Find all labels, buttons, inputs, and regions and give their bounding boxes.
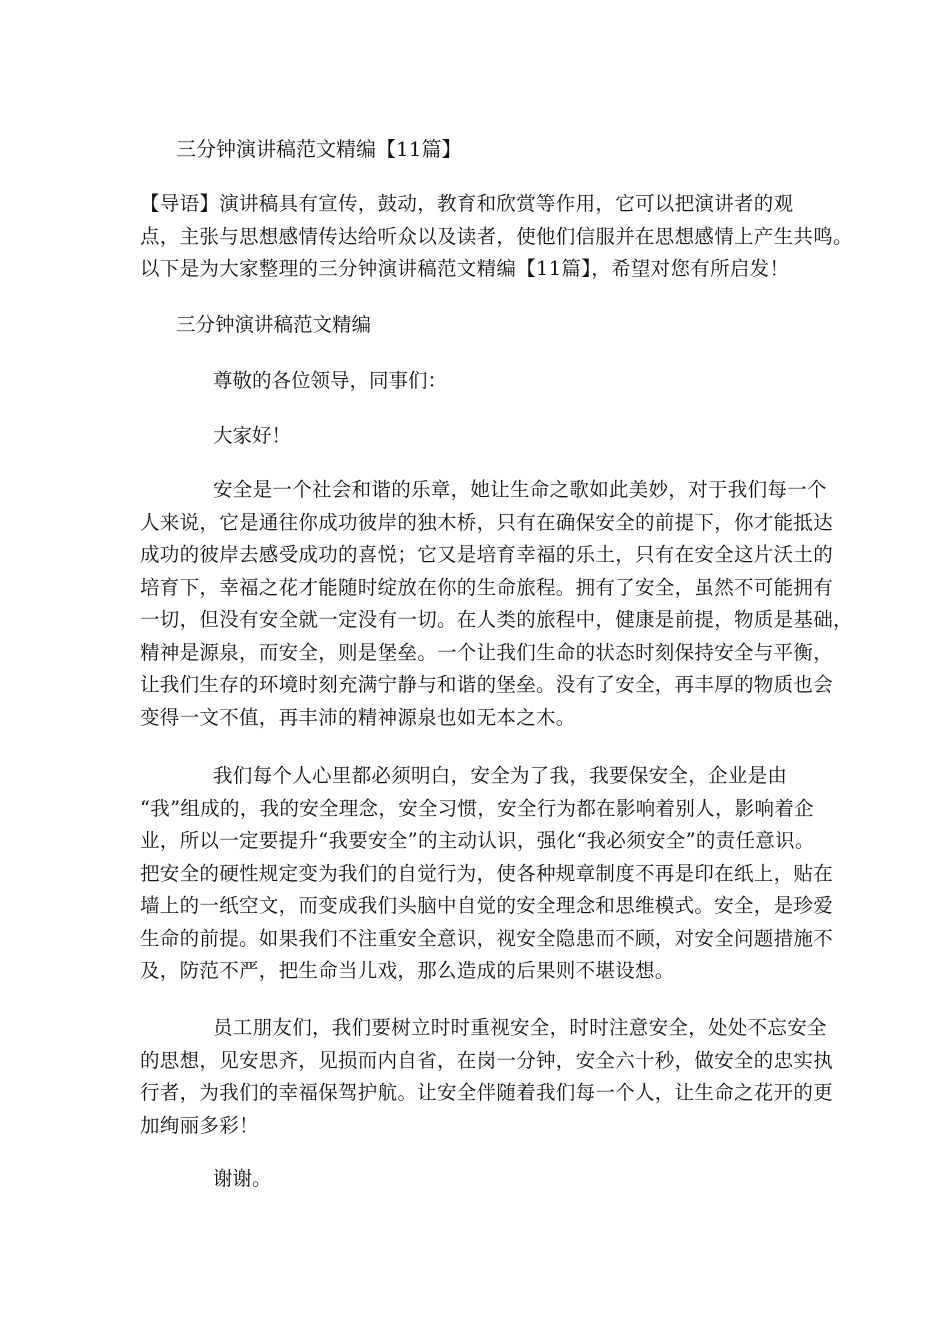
paragraph-line: 变得一文不值，再丰沛的精神源泉也如无本之木。 [140,705,576,729]
paragraph-2 [140,760,834,988]
paragraph-line: 培育下，幸福之花才能随时绽放在你的生命旅程。拥有了安全，虽然不可能拥有 [140,575,834,599]
paragraph-line: 行者，为我们的幸福保驾护航。让安全伴随着我们每一个人，让生命之花开的更 [140,1081,834,1104]
intro-paragraph [140,188,853,286]
greeting: 大家好！ [213,424,292,447]
paragraph-line: 业，所以一定要提升“我要安全”的主动认识，强化“我必须安全”的责任意识。 [140,829,815,852]
paragraph-line: 把安全的硬性规定变为我们的自觉行为，使各种规章制度不再是印在纸上，贴在 [140,861,834,885]
closing: 谢谢。 [213,1167,272,1190]
paragraph-line: 让我们生存的环境时刻充满宁静与和谐的堡垒。没有了安全，再丰厚的物质也会 [140,673,834,696]
paragraph-line: 一切，但没有安全就一定没有一切。在人类的旅程中，健康是前提，物质是基础， [140,608,853,631]
paragraph-line: 人来说，它是通往你成功彼岸的独木桥，只有在确保安全的前提下，你才能抵达 [140,510,834,534]
intro-line: 以下是为大家整理的三分钟演讲稿范文精编【11篇】，希望对您有所启发！ [140,257,790,280]
paragraph-line: 生命的前提。如果我们不注重安全意识，视安全隐患而不顾，对安全问题措施不 [140,926,834,950]
paragraph-line: 成功的彼岸去感受成功的喜悦；它又是培育幸福的乐土，只有在安全这片沃土的 [140,543,834,566]
paragraph-1 [140,474,853,734]
intro-line: 【导语】演讲稿具有宣传，鼓动，教育和欣赏等作用，它可以把演讲者的观 [140,192,794,215]
paragraph-line: 我们每个人心里都必须明白，安全为了我，我要保安全，企业是由 [213,764,788,787]
paragraph-line: 员工朋友们，我们要树立时时重视安全，时时注意安全，处处不忘安全 [213,1016,827,1039]
intro-line: 点，主张与思想感情传达给听众以及读者，使他们信服并在思想感情上产生共鸣。 [140,224,853,248]
salutation: 尊敬的各位领导，同事们： [213,369,448,392]
document-title: 三分钟演讲稿范文精编【11篇】 [176,137,462,161]
paragraph-line: 的思想，见安思齐，见损而内自省，在岗一分钟，安全六十秒，做安全的忠实执 [140,1048,834,1072]
paragraph-line: 安全是一个社会和谐的乐章，她让生命之歌如此美妙，对于我们每一个 [213,478,827,501]
paragraph-line: 加绚丽多彩！ [140,1113,259,1137]
paragraph-line: 墙上的一纸空文，而变成我们头脑中自觉的安全理念和思维模式。安全，是珍爱 [140,894,834,917]
section-title: 三分钟演讲稿范文精编 [176,313,372,336]
paragraph-line: “我”组成的，我的安全理念，安全习惯，安全行为都在影响着别人，影响着企 [140,796,814,820]
paragraph-line: 及，防范不严，把生命当儿戏，那么造成的后果则不堪设想。 [140,959,675,982]
paragraph-3 [140,1012,834,1142]
paragraph-line: 精神是源泉，而安全，则是堡垒。一个让我们生命的状态时刻保持安全与平衡， [140,640,834,664]
